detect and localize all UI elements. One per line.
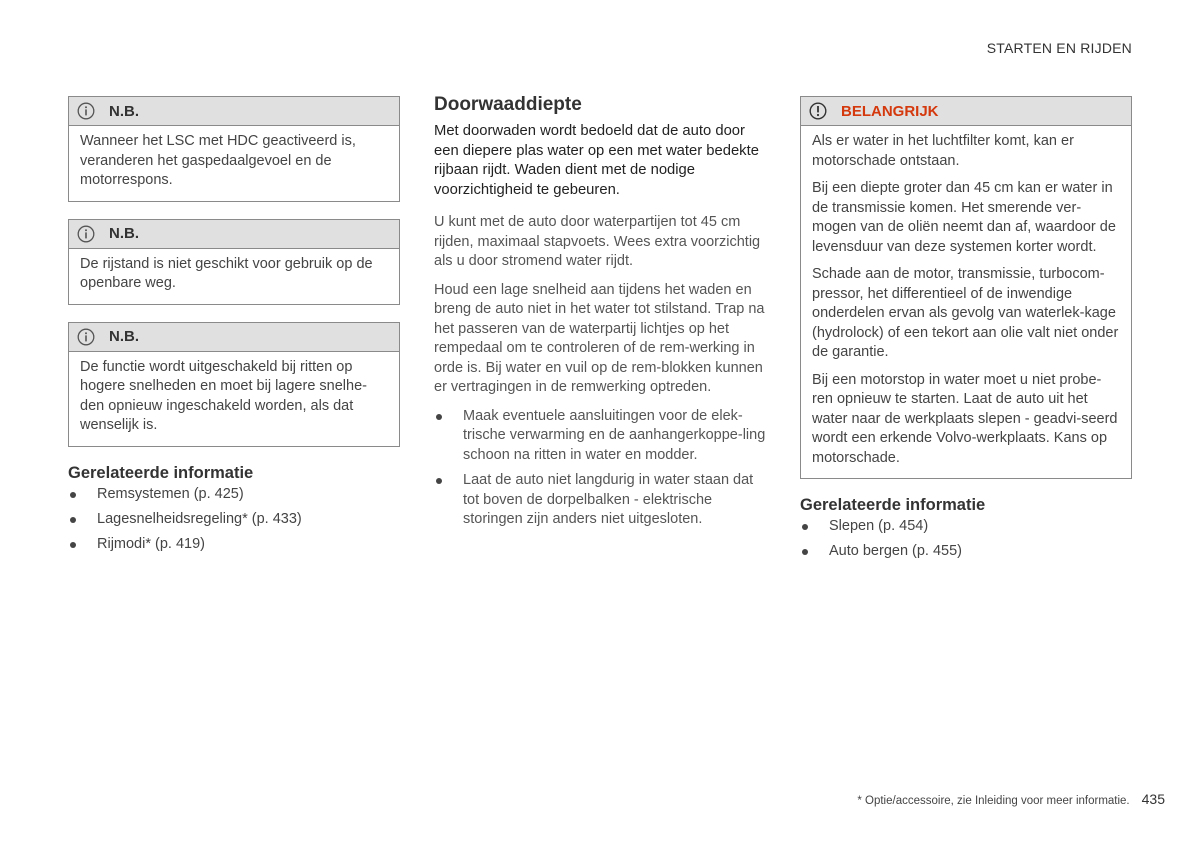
bullet-list (434, 407, 768, 530)
note-text: De functie wordt uitgeschakeld bij ritten op hogere snelheden en moet bij lagere snelhe-den opnieuw ingeschakeld worden, als dat wenselijk is. (80, 358, 367, 433)
lead-paragraph: Met doorwaden wordt bedoeld dat de auto door een diepere plas water op een met water bedekte rijbaan rijdt. Waden dient met de nodige voorzichtigheid te gebeuren. (434, 123, 759, 198)
note-title: N.B. (109, 225, 139, 242)
section-title: Doorwaaddiepte (434, 94, 582, 115)
footnote: * Optie/accessoire, zie Inleiding voor meer informatie. (857, 795, 1130, 807)
important-paragraph: Bij een diepte groter dan 45 cm kan er water in de transmissie komen. Het smerende ver-mogen van de oliën neemt dan af, waardoor de levensduur van deze systemen korter wordt. (812, 180, 1116, 255)
bullet-icon (436, 414, 442, 420)
important-paragraph: Als er water in het luchtfilter komt, kan er motorschade ontstaan. (812, 133, 1074, 169)
related-info-heading: Gerelateerde informatie (68, 463, 254, 482)
note-box (68, 219, 400, 305)
info-icon (77, 102, 95, 120)
related-link[interactable]: Rijmodi* (p. 419) (68, 535, 400, 554)
note-title: N.B. (109, 328, 139, 345)
page-footer (857, 791, 1165, 807)
important-text (801, 126, 1131, 478)
note-text: De rijstand is niet geschikt voor gebruik op de openbare weg. (80, 255, 373, 291)
warning-icon (809, 102, 827, 120)
right-column (800, 96, 1132, 567)
related-link[interactable]: Auto bergen (p. 455) (800, 542, 1132, 561)
related-links (68, 485, 400, 554)
important-box (800, 96, 1132, 479)
bullet-icon (802, 524, 808, 530)
middle-column (434, 96, 768, 536)
important-paragraph: Schade aan de motor, transmissie, turbocom-pressor, het differentieel of de inwendige onderdelen ervan als gevolg van waterlek-kage (hydrolock) of een tekort aan olie valt niet onder de garantie. (812, 266, 1119, 360)
note-text: Wanneer het LSC met HDC geactiveerd is, veranderen het gaspedaalgevoel en de motorrespons. (80, 133, 356, 188)
note-header (69, 220, 399, 249)
important-title: BELANGRIJK (841, 102, 939, 120)
note-title: N.B. (109, 102, 139, 120)
related-link[interactable]: Lagesnelheidsregeling* (p. 433) (68, 510, 400, 529)
bullet-icon (70, 492, 76, 498)
info-icon (77, 328, 95, 346)
related-link[interactable]: Remsystemen (p. 425) (68, 485, 400, 504)
body-paragraph: Houd een lage snelheid aan tijdens het waden en breng de auto niet in het water tot stilstand. Trap na het passeren van de waterpartij lichtjes op het rempedaal om te controleren of de rem-werking in orde is. Bij water en vuil op de rem-blokken kunnen er vertragingen in de remwerking optreden. (434, 281, 765, 395)
related-links (800, 517, 1132, 561)
list-item: Maak eventuele aansluitingen voor de elek-trische verwarming en de aanhangerkoppe-ling schoon na ritten in water en modder. (434, 407, 768, 466)
note-header (69, 323, 399, 352)
important-header (801, 97, 1131, 126)
body-paragraph: U kunt met de auto door waterpartijen tot 45 cm rijden, maximaal stapvoets. Wees extra voorzichtig als u door stromend water rijdt. (434, 214, 761, 269)
note-box (68, 96, 400, 202)
bullet-icon (436, 478, 442, 484)
related-link[interactable]: Slepen (p. 454) (800, 517, 1132, 536)
bullet-icon (70, 542, 76, 548)
info-icon (77, 225, 95, 243)
bullet-icon (70, 517, 76, 523)
note-box (68, 322, 400, 447)
related-info-heading: Gerelateerde informatie (800, 496, 986, 514)
running-header: STARTEN EN RIJDEN (986, 40, 1132, 56)
page-number: 435 (1141, 791, 1165, 807)
left-column (68, 96, 400, 560)
list-item: Laat de auto niet langdurig in water staan dat tot boven de dorpelbalken - elektrische storingen zijn anders niet uitgesloten. (434, 471, 768, 530)
important-paragraph: Bij een motorstop in water moet u niet probe-ren opnieuw te starten. Laat de auto uit het water naar de werkplaats slepen - geadvi-seerd wordt een erkende Volvo-werkplaats. Kans op motorschade. (812, 371, 1118, 466)
note-header (69, 97, 399, 126)
bullet-icon (802, 549, 808, 555)
